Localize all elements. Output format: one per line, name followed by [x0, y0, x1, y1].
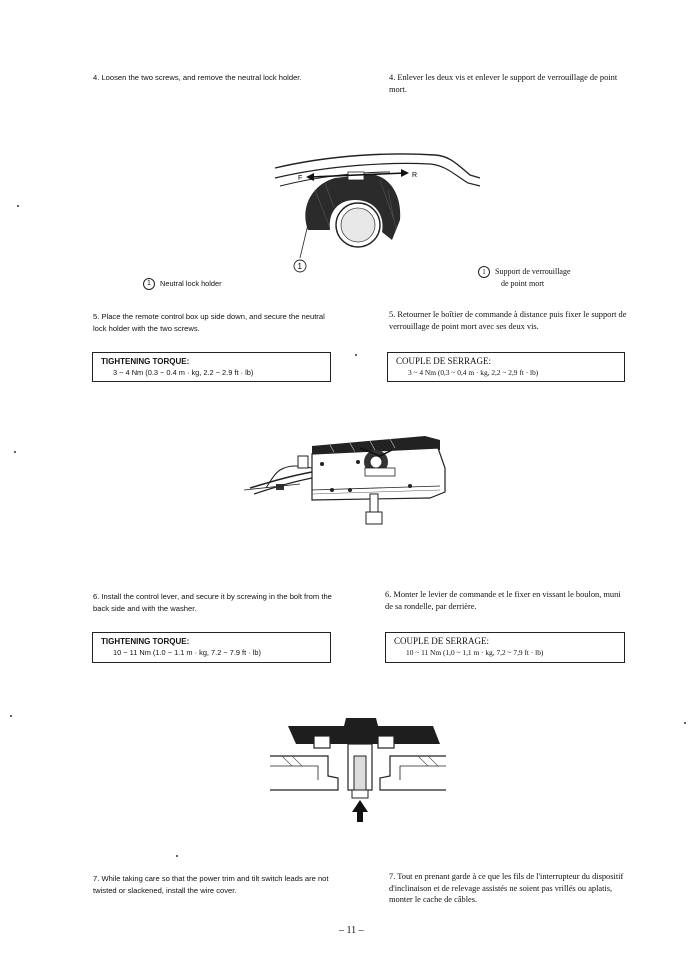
- page-number: – 11 –: [339, 925, 364, 936]
- torque-title: TIGHTENING TORQUE:: [101, 357, 190, 366]
- control-lever-bolt-figure: [268, 716, 448, 824]
- legend-en-label: Neutral lock holder: [160, 279, 222, 288]
- legend-en: [143, 278, 222, 290]
- torque-value: 10 ~ 11 Nm (1.0 ~ 1.1 m · kg, 7.2 ~ 7.9 ft · lb): [113, 648, 261, 657]
- step4-en-text: 4. Loosen the two screws, and remove the neutral lock holder.: [93, 73, 302, 82]
- callout-number: 1: [297, 262, 302, 271]
- legend-fr-line2: de point mort: [501, 279, 545, 289]
- step5-torque-box-fr: [387, 352, 625, 382]
- neutral-lock-holder-figure: [270, 150, 485, 280]
- step5-fr-text: 5. Retourner le boîtier de commande à distance puis fixer le support de verrouillage de point mort avec ses deux vis.: [389, 310, 627, 331]
- step5-torque-box-en: [92, 352, 331, 382]
- step4-fr-text: 4. Enlever les deux vis et enlever le support de verrouillage de point mort.: [389, 73, 618, 94]
- scan-speck: [355, 354, 357, 356]
- step6-fr-text: 6. Monter le levier de commande et le fixer en vissant le boulon, muni de sa rondelle, par derrière.: [385, 590, 621, 611]
- torque-title: TIGHTENING TORQUE:: [101, 637, 190, 646]
- step6-torque-box-en: [92, 632, 331, 663]
- torque-title: COUPLE DE SERRAGE:: [396, 356, 492, 366]
- legend-fr: [478, 266, 571, 289]
- legend-callout-fr: 1: [478, 266, 490, 278]
- direction-forward-label: F: [298, 175, 303, 182]
- scan-speck: [10, 715, 12, 717]
- scan-speck: [14, 451, 16, 453]
- step6-torque-box-fr: [385, 632, 625, 663]
- legend-fr-line1: Support de verrouillage: [495, 267, 571, 276]
- torque-value: 3 ~ 4 Nm (0,3 ~ 0,4 m · kg, 2,2 ~ 2,9 ft · lb): [408, 368, 539, 377]
- step5-en-text: 5. Place the remote control box up side down, and secure the neutral lock holder with the two screws.: [93, 312, 325, 333]
- legend-callout-en: 1: [143, 278, 155, 290]
- step7-fr-text: 7. Tout en prenant garde à ce que les fils de l'interrupteur du dispositif d'inclinaison et de relevage assistés ne soient pas vrillés ou aplatis, monter le cache de câbles.: [389, 872, 624, 904]
- torque-title: COUPLE DE SERRAGE:: [394, 636, 490, 646]
- remote-control-box-figure: [240, 428, 470, 538]
- step6-en-text: 6. Install the control lever, and secure it by screwing in the bolt from the back side and with the washer.: [93, 592, 332, 613]
- direction-reverse-label: R: [412, 172, 418, 179]
- torque-value: 3 ~ 4 Nm (0.3 ~ 0.4 m · kg, 2.2 ~ 2.9 ft · lb): [113, 368, 254, 377]
- scan-speck: [176, 855, 178, 857]
- scan-speck: [684, 722, 686, 724]
- torque-value: 10 ~ 11 Nm (1,0 ~ 1,1 m · kg, 7,2 ~ 7,9 ft · lb): [406, 648, 544, 657]
- scan-speck: [17, 205, 19, 207]
- step7-en-text: 7. While taking care so that the power trim and tilt switch leads are not twisted or slackened, install the wire cover.: [93, 874, 329, 895]
